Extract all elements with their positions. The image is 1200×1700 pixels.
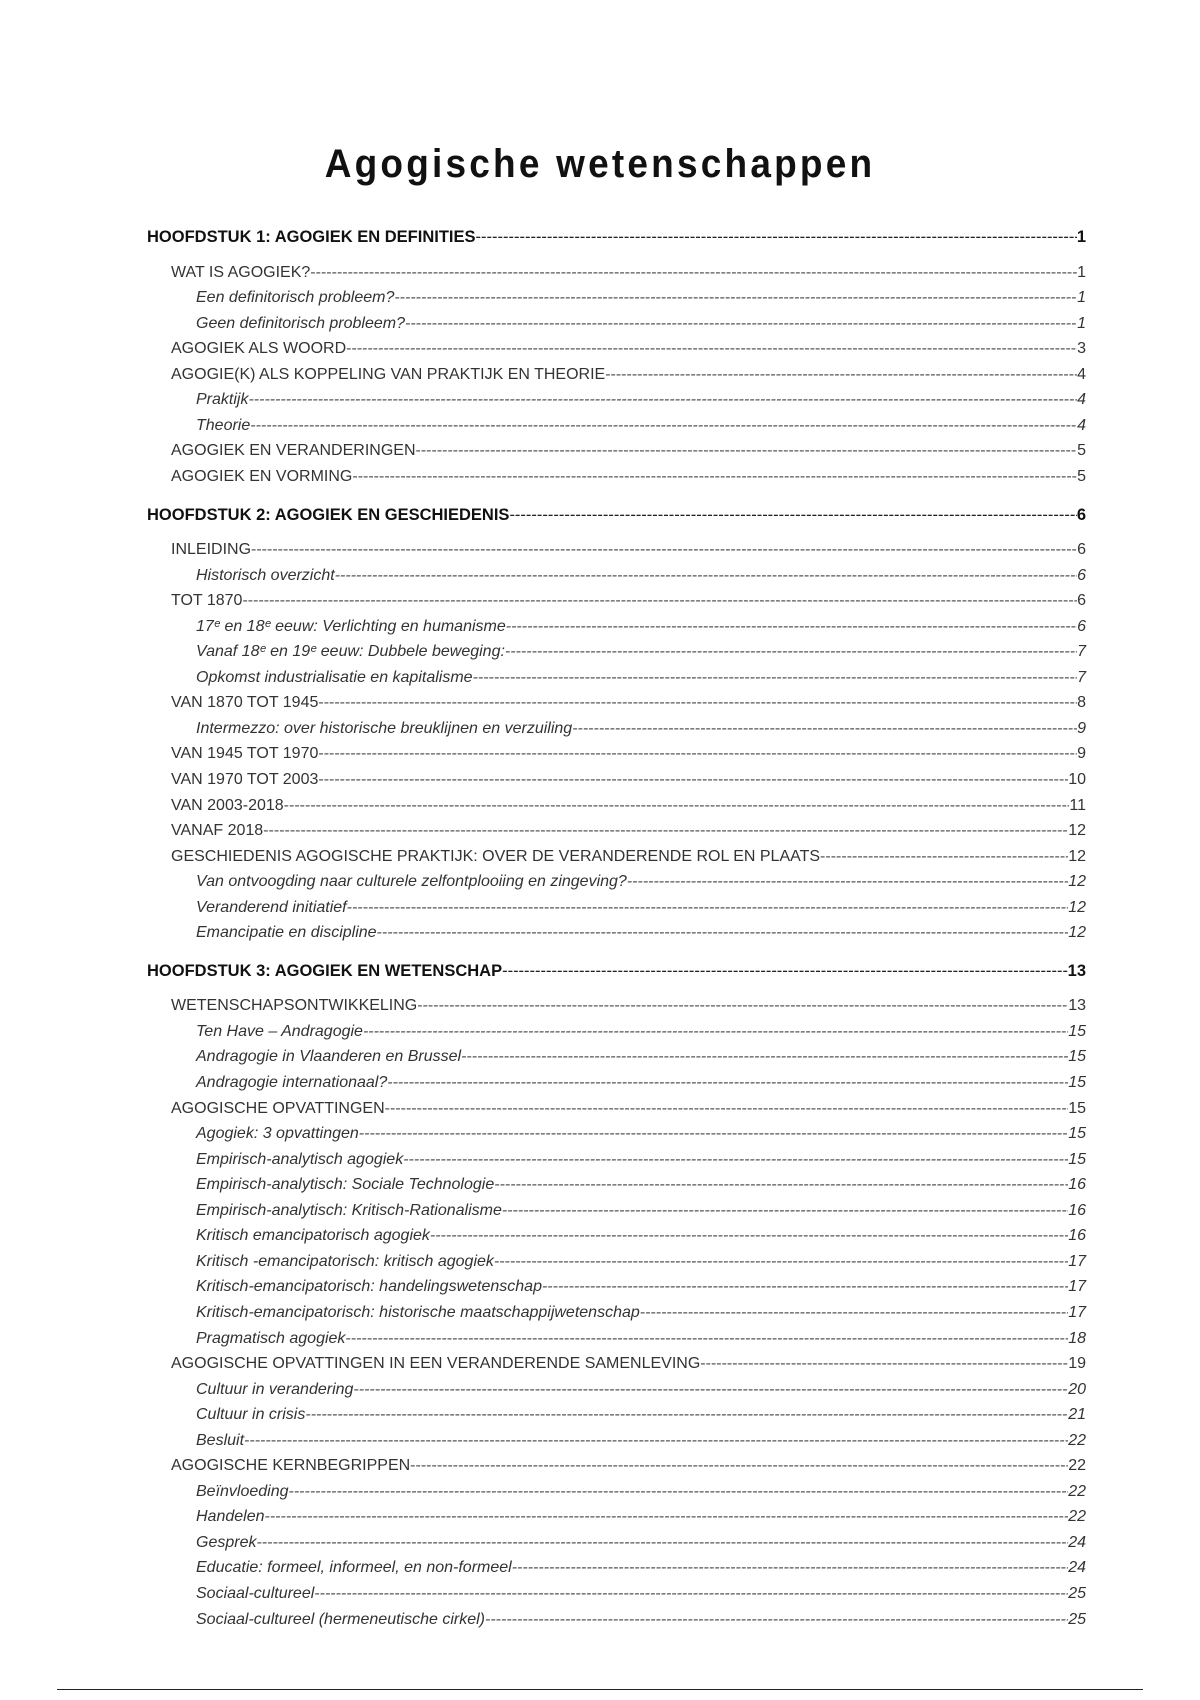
page-title: Agogische wetenschappen (324, 141, 876, 186)
toc-page-number: 6 (1077, 541, 1086, 558)
toc-entry-title: Kritisch -emancipatorisch: kritisch agogiek (196, 1253, 494, 1270)
toc-section[interactable] (171, 541, 1086, 559)
toc-subsection[interactable] (196, 1483, 1086, 1501)
toc-page-number: 25 (1068, 1611, 1086, 1628)
toc-leader (363, 1023, 1068, 1041)
toc-leader (250, 417, 1077, 435)
toc-subsection[interactable] (196, 289, 1086, 307)
toc-page-number: 5 (1077, 442, 1086, 459)
toc-leader (387, 1074, 1068, 1092)
toc-entry-title: Educatie: formeel, informeel, en non-formeel (196, 1559, 512, 1576)
toc-page-number: 12 (1068, 873, 1086, 890)
toc-page-number: 12 (1068, 924, 1086, 941)
toc-leader (700, 1355, 1068, 1373)
toc-leader (305, 1406, 1068, 1424)
toc-subsection[interactable] (196, 417, 1086, 435)
toc-subsection[interactable] (196, 643, 1086, 661)
footer-rule (57, 1689, 1143, 1690)
toc-leader (416, 442, 1078, 460)
toc-subsection[interactable] (196, 1151, 1086, 1169)
toc-entry-title: Gesprek (196, 1534, 257, 1551)
toc-page-number: 15 (1068, 1023, 1086, 1040)
toc-section[interactable] (171, 468, 1086, 486)
toc-entry-title: VAN 1870 TOT 1945 (171, 694, 319, 711)
toc-entry-title: Theorie (196, 417, 251, 434)
toc-leader (542, 1278, 1068, 1296)
toc-entry-title: Sociaal-cultureel (hermeneutische cirkel) (196, 1611, 486, 1628)
toc-leader (318, 771, 1068, 789)
toc-entry-title: Empirisch-analytisch: Kritisch-Rationalisme (196, 1202, 502, 1219)
toc-section[interactable] (171, 848, 1086, 866)
toc-entry-title: AGOGIEK ALS WOORD (171, 340, 347, 357)
toc-page-number: 9 (1077, 745, 1086, 762)
toc-subsection[interactable] (196, 1176, 1086, 1194)
toc-leader (318, 745, 1077, 763)
toc-entry-title: Kritisch-emancipatorisch: handelingswetenschap (196, 1278, 542, 1295)
toc-page-number: 16 (1068, 1227, 1086, 1244)
toc-section[interactable] (171, 745, 1086, 763)
toc-page-number: 15 (1068, 1048, 1086, 1065)
toc-page-number: 24 (1068, 1559, 1086, 1576)
toc-entry-title: HOOFDSTUK 2: AGOGIEK EN GESCHIEDENIS (147, 506, 510, 524)
toc-leader (310, 264, 1077, 282)
toc-leader (289, 1483, 1069, 1501)
toc-subsection[interactable] (196, 1330, 1086, 1348)
toc-subsection[interactable] (196, 1023, 1086, 1041)
toc-leader (318, 694, 1077, 712)
toc-leader (345, 1330, 1068, 1348)
toc-page-number: 6 (1077, 618, 1086, 635)
toc-leader (512, 1559, 1068, 1577)
toc-leader (377, 924, 1069, 942)
toc-section[interactable] (171, 771, 1086, 789)
toc-page-number: 4 (1077, 417, 1086, 434)
toc-subsection[interactable] (196, 669, 1086, 687)
toc-subsection[interactable] (196, 1508, 1086, 1526)
toc-page-number: 1 (1076, 228, 1086, 246)
toc-leader (605, 366, 1077, 384)
toc-page-number: 7 (1077, 669, 1086, 686)
toc-entry-title: Intermezzo: over historische breuklijnen en verzuiling (196, 720, 573, 737)
toc-entry-title: Besluit (196, 1432, 245, 1449)
toc-subsection[interactable] (196, 1125, 1086, 1143)
toc-subsection[interactable] (196, 1406, 1086, 1424)
toc-leader (430, 1227, 1068, 1245)
toc-page-number: 15 (1068, 1100, 1086, 1117)
toc-page-number: 25 (1068, 1585, 1086, 1602)
toc-subsection[interactable] (196, 873, 1086, 891)
toc-leader (509, 506, 1076, 525)
toc-leader (473, 669, 1078, 687)
toc-leader (394, 289, 1077, 307)
toc-entry-title: Pragmatisch agogiek (196, 1330, 346, 1347)
toc-chapter[interactable] (147, 506, 1086, 525)
toc-page-number: 12 (1068, 899, 1086, 916)
toc-section[interactable] (171, 997, 1086, 1015)
toc-page-number: 16 (1068, 1202, 1086, 1219)
toc-page-number: 21 (1068, 1406, 1086, 1423)
toc-entry-title: Beïnvloeding (196, 1483, 289, 1500)
toc-page-number: 7 (1077, 643, 1086, 660)
toc-entry-title: Sociaal-cultureel (196, 1585, 315, 1602)
toc-entry-title: Opkomst industrialisatie en kapitalisme (196, 669, 473, 686)
toc-leader (405, 315, 1077, 333)
toc-leader (572, 720, 1077, 738)
toc-page-number: 16 (1068, 1176, 1086, 1193)
toc-subsection[interactable] (196, 1585, 1086, 1603)
toc-entry-title: VANAF 2018 (171, 822, 264, 839)
toc-page-number: 24 (1068, 1534, 1086, 1551)
toc-subsection[interactable] (196, 1534, 1086, 1552)
toc-page-number: 17 (1068, 1253, 1086, 1270)
toc-leader (251, 541, 1077, 559)
toc-entry-title: Kritisch emancipatorisch agogiek (196, 1227, 430, 1244)
toc-leader (502, 962, 1068, 981)
toc-subsection[interactable] (196, 1432, 1086, 1450)
toc-page-number: 13 (1068, 997, 1086, 1014)
toc-entry-title: AGOGIEK EN VERANDERINGEN (171, 442, 416, 459)
toc-leader (244, 1432, 1068, 1450)
toc-leader (476, 228, 1077, 247)
toc-section[interactable] (171, 822, 1086, 840)
toc-leader (640, 1304, 1068, 1322)
toc-entry-title: VAN 1970 TOT 2003 (171, 771, 319, 788)
toc-page-number: 6 (1077, 592, 1086, 609)
toc-leader (494, 1253, 1068, 1271)
toc-subsection[interactable] (196, 567, 1086, 585)
toc-subsection[interactable] (196, 1381, 1086, 1399)
toc-leader (335, 567, 1077, 585)
toc-leader (265, 1508, 1069, 1526)
toc-section[interactable] (171, 442, 1086, 460)
toc-leader (284, 797, 1070, 815)
toc-entry-title: AGOGISCHE KERNBEGRIPPEN (171, 1457, 411, 1474)
toc-page-number: 20 (1068, 1381, 1086, 1398)
toc-entry-title: Andragogie internationaal? (196, 1074, 388, 1091)
toc-entry-title: Ten Have – Andragogie (196, 1023, 363, 1040)
toc-leader (248, 391, 1077, 409)
toc-page-number: 1 (1077, 315, 1086, 332)
toc-entry-title: TOT 1870 (171, 592, 243, 609)
toc-entry-title: Van ontvoogding naar culturele zelfontplooiing en zingeving? (196, 873, 627, 890)
toc-section[interactable] (171, 797, 1086, 815)
toc-subsection[interactable] (196, 899, 1086, 917)
toc-entry-title: WAT IS AGOGIEK? (171, 264, 311, 281)
toc-section[interactable] (171, 340, 1086, 358)
toc-leader (627, 873, 1068, 891)
toc-subsection[interactable] (196, 924, 1086, 942)
toc-leader (494, 1176, 1068, 1194)
toc-page-number: 3 (1077, 340, 1086, 357)
toc-page-number: 22 (1068, 1457, 1086, 1474)
toc-section[interactable] (171, 1355, 1086, 1373)
toc-leader (242, 592, 1077, 610)
toc-entry-title: GESCHIEDENIS AGOGISCHE PRAKTIJK: OVER DE VERANDERENDE ROL EN PLAATS (171, 848, 821, 865)
toc-leader (346, 340, 1077, 358)
toc-subsection[interactable] (196, 1253, 1086, 1271)
toc-leader (347, 899, 1069, 917)
toc-entry-title: Veranderend initiatief (196, 899, 347, 916)
toc-page-number: 22 (1068, 1483, 1086, 1500)
toc-subsection[interactable] (196, 1304, 1086, 1322)
toc-page-number: 11 (1069, 797, 1086, 814)
toc-entry-title: Emancipatie en discipline (196, 924, 377, 941)
toc-leader (353, 1381, 1068, 1399)
toc-entry-title: Vanaf 18ᵉ en 19ᵉ eeuw: Dubbele beweging: (196, 643, 505, 660)
toc-leader (505, 643, 1077, 661)
toc-entry-title: Empirisch-analytisch agogiek (196, 1151, 404, 1168)
toc-entry-title: HOOFDSTUK 1: AGOGIEK EN DEFINITIES (147, 228, 476, 246)
toc-page-number: 13 (1067, 962, 1086, 980)
toc-section[interactable] (171, 1100, 1086, 1118)
toc-entry-title: WETENSCHAPSONTWIKKELING (171, 997, 418, 1014)
toc-subsection[interactable] (196, 1559, 1086, 1577)
toc-page-number: 17 (1068, 1278, 1086, 1295)
toc-subsection[interactable] (196, 1202, 1086, 1220)
toc-entry-title: HOOFDSTUK 3: AGOGIEK EN WETENSCHAP (147, 962, 503, 980)
toc-leader (417, 997, 1068, 1015)
toc-subsection[interactable] (196, 1074, 1086, 1092)
toc-page-number: 9 (1077, 720, 1086, 737)
toc-page-number: 4 (1077, 391, 1086, 408)
toc-leader (410, 1457, 1068, 1475)
toc-leader (506, 618, 1077, 636)
toc-leader (314, 1585, 1068, 1603)
toc-leader (256, 1534, 1068, 1552)
toc-subsection[interactable] (196, 618, 1086, 636)
toc-section[interactable] (171, 264, 1086, 282)
toc-entry-title: AGOGISCHE OPVATTINGEN IN EEN VERANDERENDE SAMENLEVING (171, 1355, 701, 1372)
toc-entry-title: AGOGIEK EN VORMING (171, 468, 353, 485)
toc-subsection[interactable] (196, 1611, 1086, 1629)
toc-entry-title: Cultuur in crisis (196, 1406, 306, 1423)
toc-entry-title: Een definitorisch probleem? (196, 289, 395, 306)
toc-chapter[interactable] (147, 228, 1086, 247)
toc-subsection[interactable] (196, 1048, 1086, 1066)
toc-leader (359, 1125, 1068, 1143)
toc-page-number: 17 (1068, 1304, 1086, 1321)
toc-entry-title: Historisch overzicht (196, 567, 335, 584)
toc-entry-title: AGOGISCHE OPVATTINGEN (171, 1100, 385, 1117)
toc-page-number: 22 (1068, 1508, 1086, 1525)
toc-section[interactable] (171, 1457, 1086, 1475)
toc-subsection[interactable] (196, 720, 1086, 738)
toc-subsection[interactable] (196, 391, 1086, 409)
toc-leader (263, 822, 1068, 840)
toc-page-number: 6 (1076, 506, 1086, 524)
toc-page-number: 12 (1068, 822, 1086, 839)
toc-entry-title: Praktijk (196, 391, 249, 408)
toc-entry-title: Empirisch-analytisch: Sociale Technologie (196, 1176, 495, 1193)
toc-entry-title: Handelen (196, 1508, 265, 1525)
toc-page-number: 19 (1068, 1355, 1086, 1372)
toc-entry-title: Geen definitorisch probleem? (196, 315, 406, 332)
toc-page-number: 22 (1068, 1432, 1086, 1449)
toc-subsection[interactable] (196, 1278, 1086, 1296)
toc-page-number: 8 (1077, 694, 1086, 711)
toc-entry-title: VAN 1945 TOT 1970 (171, 745, 319, 762)
toc-page-number: 4 (1077, 366, 1086, 383)
toc-section[interactable] (171, 366, 1086, 384)
toc-page-number: 1 (1077, 264, 1086, 281)
toc-chapter[interactable] (147, 962, 1086, 981)
toc-entry-title: Andragogie in Vlaanderen en Brussel (196, 1048, 462, 1065)
toc-page-number: 6 (1077, 567, 1086, 584)
toc-entry-title: VAN 2003-2018 (171, 797, 284, 814)
toc-page-number: 5 (1077, 468, 1086, 485)
toc-entry-title: AGOGIE(K) ALS KOPPELING VAN PRAKTIJK EN THEORIE (171, 366, 606, 383)
toc-page-number: 10 (1068, 771, 1086, 788)
toc-section[interactable] (171, 592, 1086, 610)
toc-entry-title: 17ᵉ en 18ᵉ eeuw: Verlichting en humanisme (196, 618, 506, 635)
toc-leader (352, 468, 1077, 486)
toc-subsection[interactable] (196, 1227, 1086, 1245)
toc-page-number: 12 (1068, 848, 1086, 865)
toc-section[interactable] (171, 694, 1086, 712)
toc-leader (502, 1202, 1068, 1220)
toc-entry-title: Cultuur in verandering (196, 1381, 354, 1398)
toc-page-number: 1 (1077, 289, 1086, 306)
toc-leader (385, 1100, 1069, 1118)
toc-leader (403, 1151, 1068, 1169)
toc-entry-title: Kritisch-emancipatorisch: historische maatschappijwetenschap (196, 1304, 640, 1321)
toc-leader (820, 848, 1068, 866)
toc-page-number: 15 (1068, 1074, 1086, 1091)
toc-leader (485, 1611, 1068, 1629)
toc-entry-title: INLEIDING (171, 541, 252, 558)
toc-entry-title: Agogiek: 3 opvattingen (196, 1125, 359, 1142)
toc-page-number: 15 (1068, 1125, 1086, 1142)
toc-page-number: 18 (1068, 1330, 1086, 1347)
toc-leader (461, 1048, 1068, 1066)
toc-page-number: 15 (1068, 1151, 1086, 1168)
toc-subsection[interactable] (196, 315, 1086, 333)
